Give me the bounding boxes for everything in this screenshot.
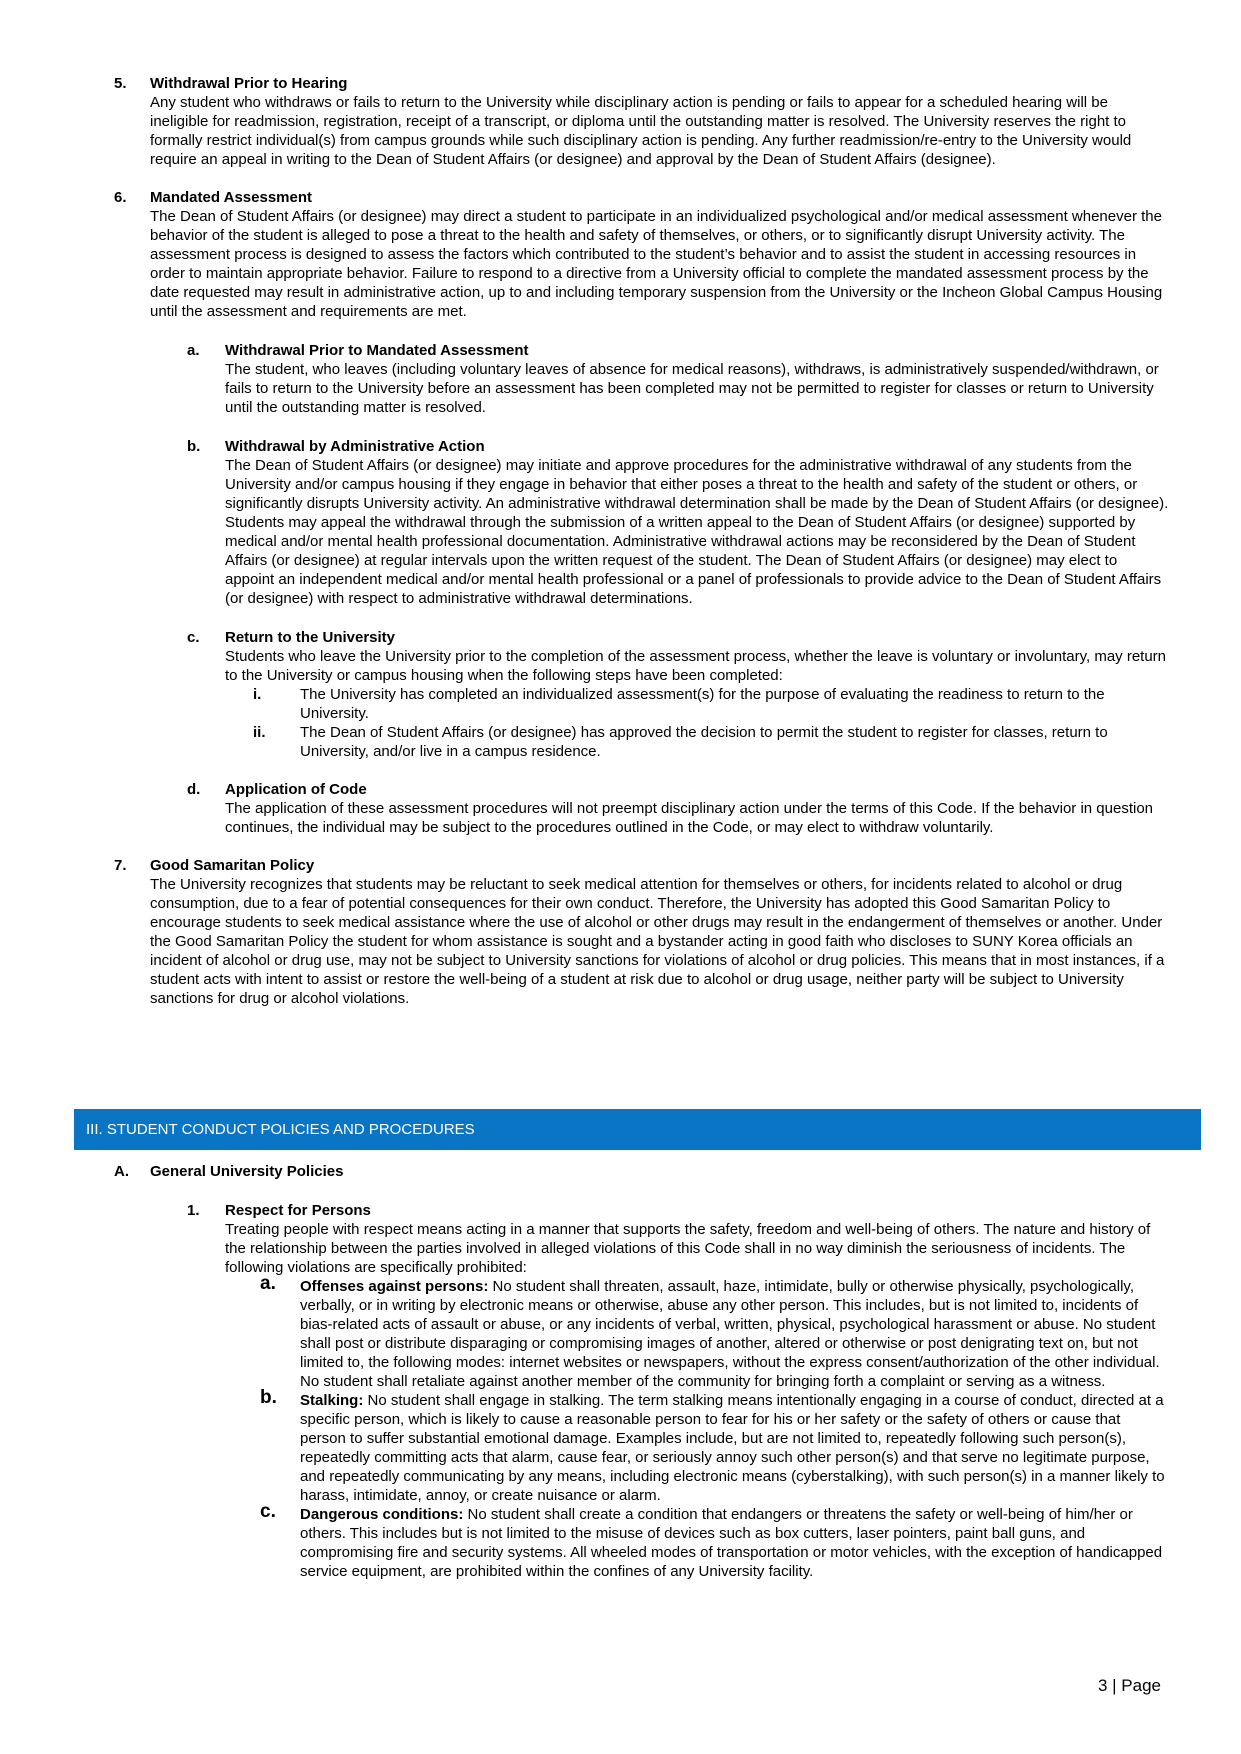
list-item-number: i. — [253, 686, 262, 703]
subsection-heading: Return to the University — [225, 629, 396, 646]
list-item-text: The Dean of Student Affairs (or designee) has approved the decision to permit the student to register for classes, return to University, and/or live in a campus residence. — [300, 724, 1108, 760]
section-body: The University recognizes that students may be reluctant to seek medical attention for themselves or others, for incidents related to alcohol or drug consumption, due to a fear of potential consequences for their own conduct. Therefore, the University has adopted this Good Samaritan Policy to encourage students to seek medical assistance where the use of alcohol or other drugs may result in the endangerment of themselves or another. Under the Good Samaritan Policy the student for whom assistance is sought and a bystander acting in good faith who discloses to SUNY Korea officials an incident of alcohol or drug use, may not be subject to University sanctions for violations of alcohol or drug policies. This means that in most instances, if a student acts with intent to assist or restore the well-being of a student at risk due to alcohol or drug usage, neither party will be subject to University sanctions for drug or alcohol violations. — [150, 876, 1165, 1007]
list-item-text: No student shall engage in stalking. The term stalking means intentionally engaging in a course of conduct, directed at a specific person, which is likely to cause a reasonable person to fear for his or her safety or the safety of others or cause that person to suffer substantial emotional damage. Examples include, but are not limited to, repeatedly following such person(s), repeatedly committing acts that alarm, cause fear, or seriously annoy such other person(s) and that serve no legitimate purpose, and repeatedly communicating by any means, including electronic means (cyberstalking), with such person(s) in a manner likely to harass, intimidate, annoy, or create nuisance or alarm. — [300, 1392, 1165, 1504]
page-content-lower — [0, 1162, 1241, 1581]
subsection-letter: a. — [187, 342, 200, 359]
section-good-samaritan-policy — [114, 856, 1170, 1008]
section-withdrawal-prior-to-hearing — [114, 74, 1170, 169]
subsection-body: Students who leave the University prior to the completion of the assessment process, whether the leave is voluntary or involuntary, may return to the University or campus housing when the following steps have been completed: — [225, 648, 1167, 684]
list-item-number: ii. — [253, 724, 266, 741]
subsection-heading: Withdrawal Prior to Mandated Assessment — [225, 342, 529, 359]
list-item-letter: c. — [260, 1501, 276, 1522]
subsection-heading: Application of Code — [225, 781, 367, 798]
section-general-university-policies — [114, 1162, 1170, 1181]
subsection-letter: c. — [187, 629, 200, 646]
list-item-text: No student shall create a condition that endangers or threatens the safety or well-being of him/her or others. This includes but is not limited to the misuse of devices such as box cutters, laser pointers, paint ball guns, and compromising fire and security systems. All wheeled modes of transportation or motor vehicles, with the exception of handicapped service equipment, are prohibited within the confines of any University facility. — [300, 1506, 1163, 1580]
list-item-label: Dangerous conditions: — [300, 1506, 464, 1523]
subsection-application-of-code — [187, 780, 1170, 837]
section-number: 5. — [114, 75, 127, 92]
subsection-body: The student, who leaves (including voluntary leaves of absence for medical reasons), withdraws, is administratively suspended/withdrawn, or fails to return to the University before an assessment has been completed may not be permitted to register for classes or return to University until the outstanding matter is resolved. — [225, 361, 1159, 416]
subsection-body: The application of these assessment procedures will not preempt disciplinary action under the terms of this Code. If the behavior in question continues, the individual may be subject to the procedures outlined in the Code, or may elect to withdraw voluntarily. — [225, 800, 1154, 836]
subsection-withdrawal-by-administrative-action — [187, 437, 1170, 608]
page-number: 3 | Page — [1097, 1676, 1161, 1695]
subsection-letter: b. — [187, 438, 201, 455]
list-item-label: Offenses against persons: — [300, 1278, 489, 1295]
list-item-letter: b. — [260, 1387, 277, 1408]
section-body: The Dean of Student Affairs (or designee) may direct a student to participate in an individualized psychological and/or medical assessment whenever the behavior of the student is alleged to pose a threat to the health and safety of themselves, or others, or to significantly disrupt University activity. The assessment process is designed to assess the factors which contributed to the student’s behavior and to assist the student in accessing resources in order to maintain appropriate behavior. Failure to respond to a directive from a University official to complete the mandated assessment process by the date requested may result in administrative action, up to and including temporary suspension from the University or the Incheon Global Campus Housing until the assessment and requirements are met. — [150, 208, 1163, 320]
list-item — [253, 723, 1170, 761]
list-item — [260, 1501, 1170, 1581]
section-mandated-assessment — [114, 188, 1170, 321]
subsection-letter: d. — [187, 781, 201, 798]
list-item-text: The University has completed an individualized assessment(s) for the purpose of evaluating the readiness to return to the University. — [300, 686, 1105, 722]
list-item — [253, 685, 1170, 723]
section-heading: Good Samaritan Policy — [150, 857, 315, 874]
subsection-return-to-the-university — [187, 628, 1170, 685]
list-item-letter: a. — [260, 1273, 276, 1294]
list-item — [260, 1387, 1170, 1505]
page-content — [0, 74, 1241, 1008]
subsection-respect-for-persons — [187, 1201, 1170, 1277]
subsection-withdrawal-prior-to-mandated-assessment — [187, 341, 1170, 417]
subsection-heading: Respect for Persons — [225, 1202, 371, 1219]
section-heading: General University Policies — [150, 1163, 344, 1180]
section-heading: Withdrawal Prior to Hearing — [150, 75, 348, 92]
subsection-heading: Withdrawal by Administrative Action — [225, 438, 485, 455]
section-banner: III. STUDENT CONDUCT POLICIES AND PROCEDURES — [74, 1109, 1201, 1150]
section-number: 6. — [114, 189, 127, 206]
section-body: Any student who withdraws or fails to return to the University while disciplinary action is pending or fails to appear for a scheduled hearing will be ineligible for readmission, registration, receipt of a transcript, or diploma until the outstanding matter is resolved. The University reserves the right to formally restrict individual(s) from campus grounds while such disciplinary action is pending. Any further readmission/re-entry to the University would require an appeal in writing to the Dean of Student Affairs (or designee) and approval by the Dean of Student Affairs (designee). — [150, 94, 1132, 168]
section-number: 7. — [114, 857, 127, 874]
list-item-text: No student shall threaten, assault, haze, intimidate, bully or otherwise physically, psychologically, verbally, or in writing by electronic means or otherwise, abuse any other person. This includes, but is not limited to, incidents of bias-related acts of assault or abuse, or any incidents of verbal, written, physical, psychological harassment or abuse. No student shall post or distribute disparaging or compromising images of another, altered or otherwise or post denigrating text on, but not limited to, the following modes: internet websites or newspapers, without the express consent/authorization of the other individual. No student shall retaliate against another member of the community for bringing forth a complaint or serving as a witness. — [300, 1278, 1160, 1390]
subsection-body: Treating people with respect means acting in a manner that supports the safety, freedom and well-being of others. The nature and history of the relationship between the parties involved in alleged violations of this Code shall in no way diminish the seriousness of incidents. The following violations are specifically prohibited: — [225, 1221, 1151, 1276]
section-heading: Mandated Assessment — [150, 189, 312, 206]
subsection-number: 1. — [187, 1202, 200, 1219]
list-item-label: Stalking: — [300, 1392, 364, 1409]
list-item — [260, 1273, 1170, 1391]
section-number: A. — [114, 1163, 129, 1180]
subsection-body: The Dean of Student Affairs (or designee) may initiate and approve procedures for the administrative withdrawal of any students from the University and/or campus housing if they engage in behavior that either poses a threat to the health and safety of the student or others, or significantly disrupts University activity. An administrative withdrawal determination shall be made by the Dean of Student Affairs (or designee). Students may appeal the withdrawal through the submission of a written appeal to the Dean of Student Affairs (or designee) supported by medical and/or mental health professional documentation. Administrative withdrawal actions may be reconsidered by the Dean of Student Affairs (or designee) at regular intervals upon the written request of the student. The Dean of Student Affairs (or designee) may elect to appoint an independent medical and/or mental health professional or a panel of professionals to provide advice to the Dean of Student Affairs (or designee) with respect to administrative withdrawal determinations. — [225, 457, 1169, 607]
